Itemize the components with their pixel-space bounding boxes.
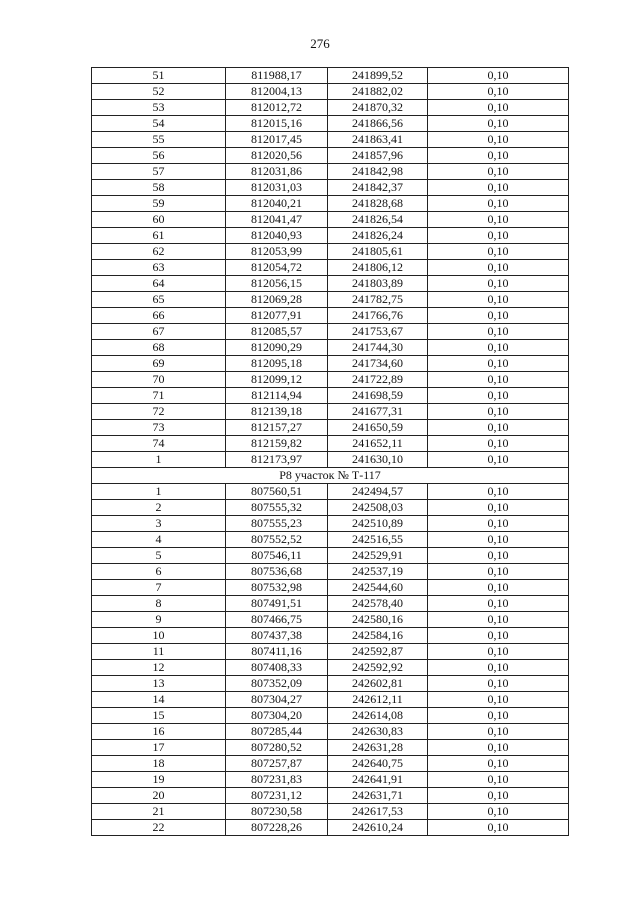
point-number-cell: 67 [92, 324, 226, 340]
y-coordinate-cell: 242537,19 [328, 564, 428, 580]
x-coordinate-cell: 807466,75 [226, 612, 328, 628]
point-number-cell: 10 [92, 628, 226, 644]
accuracy-cell: 0,10 [428, 756, 569, 772]
y-coordinate-cell: 242580,16 [328, 612, 428, 628]
point-number-cell: 6 [92, 564, 226, 580]
table-row [92, 740, 569, 756]
x-coordinate-cell: 812004,13 [226, 84, 328, 100]
x-coordinate-cell: 807411,16 [226, 644, 328, 660]
table-row [92, 404, 569, 420]
x-coordinate-cell: 812173,97 [226, 452, 328, 468]
x-coordinate-cell: 807546,11 [226, 548, 328, 564]
x-coordinate-cell: 812069,28 [226, 292, 328, 308]
accuracy-cell: 0,10 [428, 420, 569, 436]
accuracy-cell: 0,10 [428, 660, 569, 676]
accuracy-cell: 0,10 [428, 692, 569, 708]
accuracy-cell: 0,10 [428, 516, 569, 532]
point-number-cell: 57 [92, 164, 226, 180]
x-coordinate-cell: 812012,72 [226, 100, 328, 116]
x-coordinate-cell: 812056,15 [226, 276, 328, 292]
y-coordinate-cell: 241826,54 [328, 212, 428, 228]
y-coordinate-cell: 242614,08 [328, 708, 428, 724]
x-coordinate-cell: 807280,52 [226, 740, 328, 756]
x-coordinate-cell: 807228,26 [226, 820, 328, 836]
point-number-cell: 22 [92, 820, 226, 836]
accuracy-cell: 0,10 [428, 244, 569, 260]
accuracy-cell: 0,10 [428, 148, 569, 164]
point-number-cell: 12 [92, 660, 226, 676]
table-row [92, 804, 569, 820]
y-coordinate-cell: 242617,53 [328, 804, 428, 820]
x-coordinate-cell: 812114,94 [226, 388, 328, 404]
x-coordinate-cell: 812095,18 [226, 356, 328, 372]
table-row [92, 68, 569, 84]
y-coordinate-cell: 241866,56 [328, 116, 428, 132]
x-coordinate-cell: 812031,86 [226, 164, 328, 180]
table-row [92, 164, 569, 180]
accuracy-cell: 0,10 [428, 532, 569, 548]
x-coordinate-cell: 807304,27 [226, 692, 328, 708]
table-row [92, 436, 569, 452]
point-number-cell: 17 [92, 740, 226, 756]
y-coordinate-cell: 242631,71 [328, 788, 428, 804]
table-row [92, 228, 569, 244]
point-number-cell: 7 [92, 580, 226, 596]
x-coordinate-cell: 812041,47 [226, 212, 328, 228]
point-number-cell: 70 [92, 372, 226, 388]
x-coordinate-cell: 812020,56 [226, 148, 328, 164]
accuracy-cell: 0,10 [428, 740, 569, 756]
accuracy-cell: 0,10 [428, 724, 569, 740]
accuracy-cell: 0,10 [428, 356, 569, 372]
accuracy-cell: 0,10 [428, 644, 569, 660]
point-number-cell: 20 [92, 788, 226, 804]
x-coordinate-cell: 807230,58 [226, 804, 328, 820]
y-coordinate-cell: 241650,59 [328, 420, 428, 436]
accuracy-cell: 0,10 [428, 804, 569, 820]
point-number-cell: 13 [92, 676, 226, 692]
x-coordinate-cell: 812157,27 [226, 420, 328, 436]
accuracy-cell: 0,10 [428, 68, 569, 84]
point-number-cell: 14 [92, 692, 226, 708]
y-coordinate-cell: 241803,89 [328, 276, 428, 292]
table-row [92, 548, 569, 564]
point-number-cell: 15 [92, 708, 226, 724]
x-coordinate-cell: 807560,51 [226, 484, 328, 500]
accuracy-cell: 0,10 [428, 388, 569, 404]
point-number-cell: 66 [92, 308, 226, 324]
x-coordinate-cell: 807408,33 [226, 660, 328, 676]
accuracy-cell: 0,10 [428, 164, 569, 180]
table-row [92, 356, 569, 372]
x-coordinate-cell: 812040,21 [226, 196, 328, 212]
y-coordinate-cell: 241842,37 [328, 180, 428, 196]
x-coordinate-cell: 807304,20 [226, 708, 328, 724]
y-coordinate-cell: 241806,12 [328, 260, 428, 276]
table-row [92, 692, 569, 708]
y-coordinate-cell: 242602,81 [328, 676, 428, 692]
table-row [92, 708, 569, 724]
accuracy-cell: 0,10 [428, 612, 569, 628]
accuracy-cell: 0,10 [428, 708, 569, 724]
y-coordinate-cell: 241842,98 [328, 164, 428, 180]
y-coordinate-cell: 241753,67 [328, 324, 428, 340]
table-row [92, 612, 569, 628]
page-number: 276 [310, 36, 330, 51]
accuracy-cell: 0,10 [428, 228, 569, 244]
x-coordinate-cell: 812159,82 [226, 436, 328, 452]
table-row [92, 100, 569, 116]
table-row [92, 724, 569, 740]
y-coordinate-cell: 242641,91 [328, 772, 428, 788]
x-coordinate-cell: 807532,98 [226, 580, 328, 596]
table-row [92, 340, 569, 356]
accuracy-cell: 0,10 [428, 820, 569, 836]
y-coordinate-cell: 241698,59 [328, 388, 428, 404]
x-coordinate-cell: 807555,23 [226, 516, 328, 532]
y-coordinate-cell: 241899,52 [328, 68, 428, 84]
accuracy-cell: 0,10 [428, 404, 569, 420]
y-coordinate-cell: 241766,76 [328, 308, 428, 324]
point-number-cell: 21 [92, 804, 226, 820]
y-coordinate-cell: 242494,57 [328, 484, 428, 500]
point-number-cell: 8 [92, 596, 226, 612]
accuracy-cell: 0,10 [428, 292, 569, 308]
x-coordinate-cell: 812040,93 [226, 228, 328, 244]
table-row [92, 532, 569, 548]
accuracy-cell: 0,10 [428, 452, 569, 468]
accuracy-cell: 0,10 [428, 212, 569, 228]
x-coordinate-cell: 807552,52 [226, 532, 328, 548]
y-coordinate-cell: 242529,91 [328, 548, 428, 564]
accuracy-cell: 0,10 [428, 116, 569, 132]
table-row [92, 244, 569, 260]
table-row [92, 132, 569, 148]
point-number-cell: 61 [92, 228, 226, 244]
y-coordinate-cell: 242578,40 [328, 596, 428, 612]
point-number-cell: 5 [92, 548, 226, 564]
y-coordinate-cell: 242592,92 [328, 660, 428, 676]
point-number-cell: 58 [92, 180, 226, 196]
table-row [92, 388, 569, 404]
accuracy-cell: 0,10 [428, 372, 569, 388]
x-coordinate-cell: 807285,44 [226, 724, 328, 740]
y-coordinate-cell: 241782,75 [328, 292, 428, 308]
y-coordinate-cell: 241805,61 [328, 244, 428, 260]
point-number-cell: 52 [92, 84, 226, 100]
table-row [92, 452, 569, 468]
point-number-cell: 63 [92, 260, 226, 276]
accuracy-cell: 0,10 [428, 132, 569, 148]
accuracy-cell: 0,10 [428, 788, 569, 804]
y-coordinate-cell: 241744,30 [328, 340, 428, 356]
x-coordinate-cell: 811988,17 [226, 68, 328, 84]
accuracy-cell: 0,10 [428, 276, 569, 292]
y-coordinate-cell: 241630,10 [328, 452, 428, 468]
y-coordinate-cell: 241722,89 [328, 372, 428, 388]
y-coordinate-cell: 241677,31 [328, 404, 428, 420]
y-coordinate-cell: 241870,32 [328, 100, 428, 116]
x-coordinate-cell: 807437,38 [226, 628, 328, 644]
y-coordinate-cell: 241652,11 [328, 436, 428, 452]
y-coordinate-cell: 241826,24 [328, 228, 428, 244]
y-coordinate-cell: 242510,89 [328, 516, 428, 532]
x-coordinate-cell: 812031,03 [226, 180, 328, 196]
point-number-cell: 59 [92, 196, 226, 212]
accuracy-cell: 0,10 [428, 564, 569, 580]
accuracy-cell: 0,10 [428, 484, 569, 500]
table-row [92, 196, 569, 212]
table-row [92, 772, 569, 788]
point-number-cell: 69 [92, 356, 226, 372]
x-coordinate-cell: 812099,12 [226, 372, 328, 388]
y-coordinate-cell: 242584,16 [328, 628, 428, 644]
table-row [92, 788, 569, 804]
table-row [92, 500, 569, 516]
y-coordinate-cell: 242610,24 [328, 820, 428, 836]
coordinates-table [91, 67, 569, 836]
point-number-cell: 53 [92, 100, 226, 116]
table-row [92, 148, 569, 164]
table-row [92, 580, 569, 596]
table-row [92, 756, 569, 772]
table-row [92, 372, 569, 388]
table-row [92, 116, 569, 132]
table-row [92, 84, 569, 100]
accuracy-cell: 0,10 [428, 500, 569, 516]
accuracy-cell: 0,10 [428, 772, 569, 788]
accuracy-cell: 0,10 [428, 84, 569, 100]
accuracy-cell: 0,10 [428, 100, 569, 116]
table-row [92, 260, 569, 276]
point-number-cell: 64 [92, 276, 226, 292]
accuracy-cell: 0,10 [428, 596, 569, 612]
y-coordinate-cell: 242630,83 [328, 724, 428, 740]
point-number-cell: 74 [92, 436, 226, 452]
point-number-cell: 62 [92, 244, 226, 260]
point-number-cell: 73 [92, 420, 226, 436]
y-coordinate-cell: 242631,28 [328, 740, 428, 756]
accuracy-cell: 0,10 [428, 548, 569, 564]
accuracy-cell: 0,10 [428, 340, 569, 356]
point-number-cell: 65 [92, 292, 226, 308]
accuracy-cell: 0,10 [428, 436, 569, 452]
x-coordinate-cell: 812017,45 [226, 132, 328, 148]
point-number-cell: 60 [92, 212, 226, 228]
y-coordinate-cell: 242508,03 [328, 500, 428, 516]
point-number-cell: 18 [92, 756, 226, 772]
point-number-cell: 4 [92, 532, 226, 548]
x-coordinate-cell: 812139,18 [226, 404, 328, 420]
table-row [92, 516, 569, 532]
point-number-cell: 2 [92, 500, 226, 516]
accuracy-cell: 0,10 [428, 196, 569, 212]
x-coordinate-cell: 812085,57 [226, 324, 328, 340]
section-title: Р8 участок № Т-117 [92, 468, 569, 484]
table-row [92, 212, 569, 228]
x-coordinate-cell: 812053,99 [226, 244, 328, 260]
x-coordinate-cell: 807257,87 [226, 756, 328, 772]
table-row [92, 628, 569, 644]
point-number-cell: 11 [92, 644, 226, 660]
table-row [92, 180, 569, 196]
accuracy-cell: 0,10 [428, 180, 569, 196]
x-coordinate-cell: 807352,09 [226, 676, 328, 692]
y-coordinate-cell: 241857,96 [328, 148, 428, 164]
accuracy-cell: 0,10 [428, 260, 569, 276]
point-number-cell: 1 [92, 484, 226, 500]
point-number-cell: 51 [92, 68, 226, 84]
x-coordinate-cell: 807231,83 [226, 772, 328, 788]
point-number-cell: 19 [92, 772, 226, 788]
table-row [92, 420, 569, 436]
table-row [92, 820, 569, 836]
x-coordinate-cell: 807555,32 [226, 500, 328, 516]
table-row [92, 596, 569, 612]
table-row [92, 564, 569, 580]
accuracy-cell: 0,10 [428, 676, 569, 692]
table-row [92, 276, 569, 292]
x-coordinate-cell: 812090,29 [226, 340, 328, 356]
point-number-cell: 68 [92, 340, 226, 356]
y-coordinate-cell: 242640,75 [328, 756, 428, 772]
x-coordinate-cell: 812077,91 [226, 308, 328, 324]
y-coordinate-cell: 241863,41 [328, 132, 428, 148]
point-number-cell: 71 [92, 388, 226, 404]
point-number-cell: 72 [92, 404, 226, 420]
accuracy-cell: 0,10 [428, 628, 569, 644]
point-number-cell: 9 [92, 612, 226, 628]
table-row [92, 324, 569, 340]
x-coordinate-cell: 807231,12 [226, 788, 328, 804]
table-row [92, 644, 569, 660]
accuracy-cell: 0,10 [428, 308, 569, 324]
table-row [92, 676, 569, 692]
section-header-row [92, 468, 569, 484]
table-row [92, 660, 569, 676]
point-number-cell: 55 [92, 132, 226, 148]
point-number-cell: 56 [92, 148, 226, 164]
x-coordinate-cell: 807536,68 [226, 564, 328, 580]
x-coordinate-cell: 807491,51 [226, 596, 328, 612]
y-coordinate-cell: 241734,60 [328, 356, 428, 372]
y-coordinate-cell: 241828,68 [328, 196, 428, 212]
point-number-cell: 54 [92, 116, 226, 132]
y-coordinate-cell: 242612,11 [328, 692, 428, 708]
y-coordinate-cell: 242516,55 [328, 532, 428, 548]
table-row [92, 484, 569, 500]
y-coordinate-cell: 241882,02 [328, 84, 428, 100]
y-coordinate-cell: 242544,60 [328, 580, 428, 596]
point-number-cell: 3 [92, 516, 226, 532]
point-number-cell: 16 [92, 724, 226, 740]
y-coordinate-cell: 242592,87 [328, 644, 428, 660]
table-row [92, 308, 569, 324]
x-coordinate-cell: 812015,16 [226, 116, 328, 132]
point-number-cell: 1 [92, 452, 226, 468]
table-row [92, 292, 569, 308]
accuracy-cell: 0,10 [428, 324, 569, 340]
x-coordinate-cell: 812054,72 [226, 260, 328, 276]
accuracy-cell: 0,10 [428, 580, 569, 596]
